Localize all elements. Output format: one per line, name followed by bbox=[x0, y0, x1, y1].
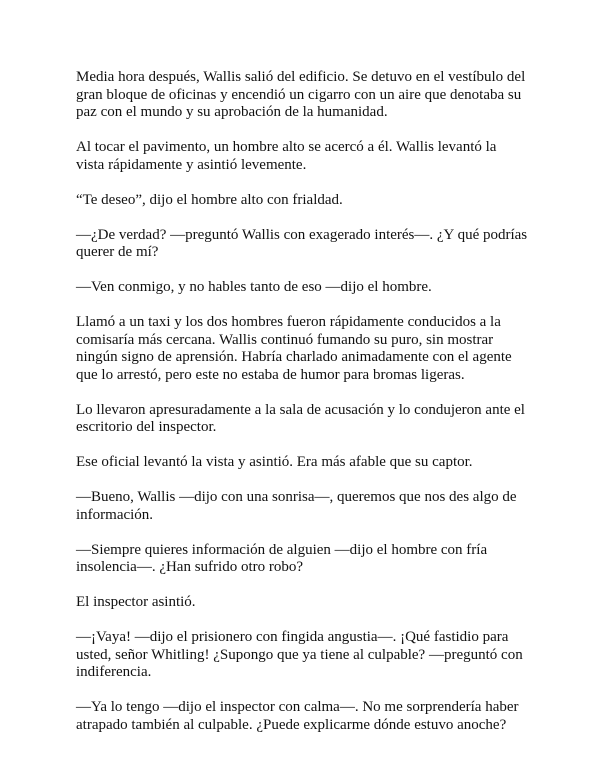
paragraph-13: —Ya lo tengo —dijo el inspector con calma—. No me sorprendería haber atrapado también al culpable. ¿Puede explicarme dónde estuvo anoche? bbox=[76, 699, 519, 733]
paragraph-5: —Ven conmigo, y no hables tanto de eso —dijo el hombre. bbox=[76, 279, 432, 295]
document-body bbox=[76, 69, 528, 752]
paragraph-12: —¡Vaya! —dijo el prisionero con fingida angustia—. ¡Qué fastidio para usted, señor Whitling! ¿Supongo que ya tiene al culpable? —preguntó con indiferencia. bbox=[76, 629, 523, 680]
paragraph-9: —Bueno, Wallis —dijo con una sonrisa—, queremos que nos des algo de información. bbox=[76, 489, 517, 523]
paragraph-8: Ese oficial levantó la vista y asintió. Era más afable que su captor. bbox=[76, 454, 473, 470]
paragraph-11: El inspector asintió. bbox=[76, 594, 196, 610]
paragraph-7: Lo llevaron apresuradamente a la sala de acusación y lo condujeron ante el escritorio del inspector. bbox=[76, 401, 525, 435]
paragraph-6: Llamó a un taxi y los dos hombres fueron rápidamente conducidos a la comisaría más cercana. Wallis continuó fumando su puro, sin mostrar ningún signo de aprensión. Habría charlado animadamente con el agente que lo arrestó, pero este no estaba de humor para bromas ligeras. bbox=[76, 314, 512, 383]
paragraph-4: —¿De verdad? —preguntó Wallis con exagerado interés—. ¿Y qué podrías querer de mí? bbox=[76, 226, 528, 260]
paragraph-3: “Te deseo”, dijo el hombre alto con frialdad. bbox=[76, 191, 343, 208]
paragraph-2: Al tocar el pavimento, un hombre alto se acercó a él. Wallis levantó la vista rápidamente y asintió levemente. bbox=[76, 139, 497, 173]
paragraph-10: —Siempre quieres información de alguien —dijo el hombre con fría insolencia—. ¿Han sufrido otro robo? bbox=[76, 541, 488, 575]
paragraph-1: Media hora después, Wallis salió del edificio. Se detuvo en el vestíbulo del gran bloque de oficinas y encendió un cigarro con un aire que denotaba su paz con el mundo y su aprobación de la humanidad. bbox=[76, 69, 526, 120]
